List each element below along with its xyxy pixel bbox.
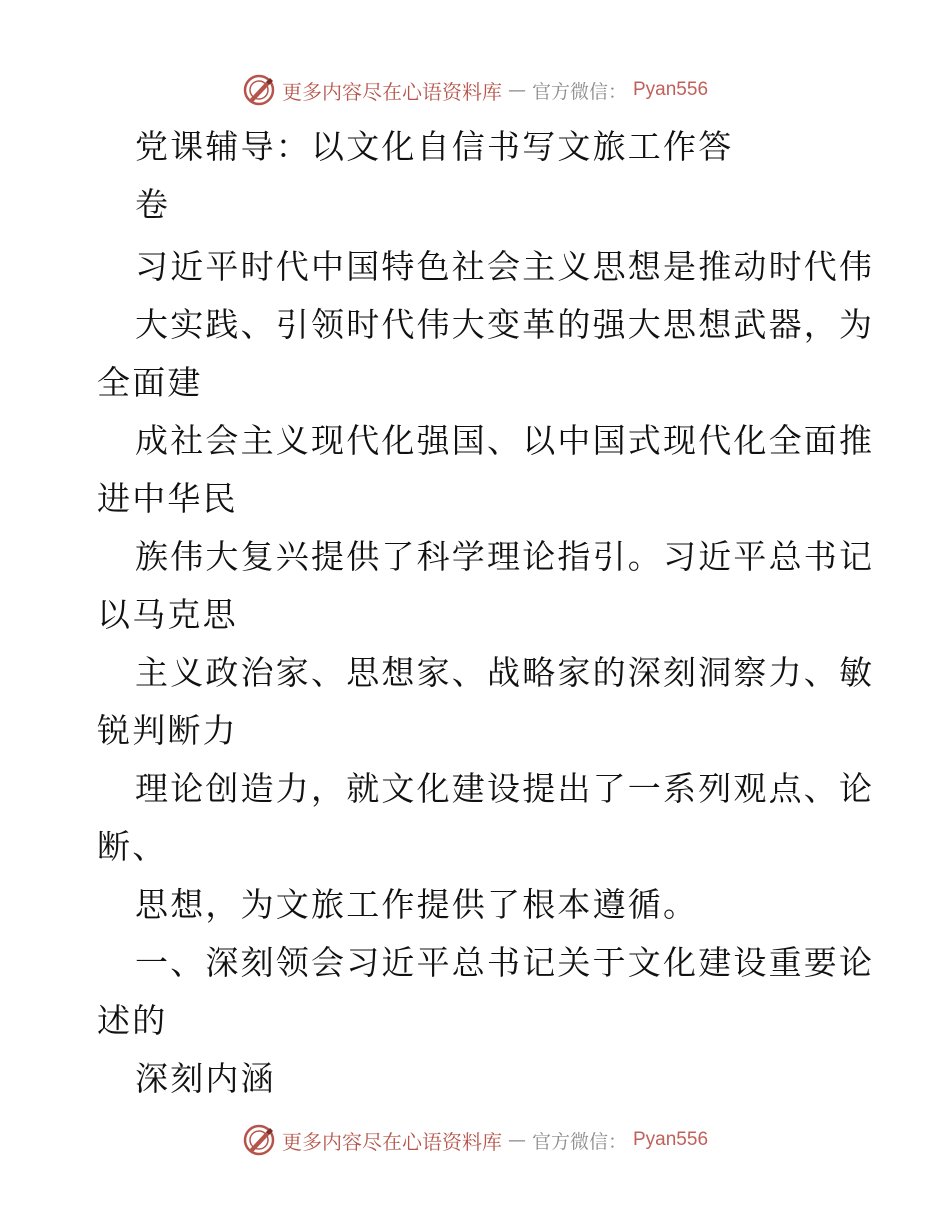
- banner-official-label: 官方微信：: [531, 80, 627, 103]
- doc-line: 主义政治家、思想家、战略家的深刻洞察力、敏: [135, 653, 875, 692]
- doc-line: 全面建: [97, 363, 203, 402]
- banner-wechat-handle: Pyan556: [633, 1129, 709, 1150]
- banner-dash: —: [507, 79, 526, 101]
- doc-line: 思想，为文旅工作提供了根本遵循。: [135, 885, 699, 924]
- doc-line: 成社会主义现代化强国、以中国式现代化全面推: [135, 421, 875, 460]
- header-banner: [0, 70, 950, 110]
- doc-line: 大实践、引领时代伟大变革的强大思想武器，为: [135, 305, 875, 344]
- pen-seal-logo-icon: [242, 73, 276, 107]
- doc-line: 锐判断力: [97, 711, 238, 750]
- doc-line: 理论创造力，就文化建设提出了一系列观点、论: [135, 769, 875, 808]
- footer-banner: [0, 1120, 950, 1160]
- banner-main-text: 更多内容尽在心语资料库: [281, 1129, 502, 1154]
- doc-line: 族伟大复兴提供了科学理论指引。习近平总书记: [135, 537, 875, 576]
- doc-title-line-2: 卷: [135, 185, 171, 224]
- doc-section-heading-cont: 述的: [97, 1001, 168, 1040]
- banner-main-text: 更多内容尽在心语资料库: [281, 79, 502, 104]
- pen-seal-logo-icon: [242, 1123, 276, 1157]
- doc-title-line-1: 党课辅导：以文化自信书写文旅工作答: [135, 127, 734, 166]
- doc-section-heading: 一、深刻领会习近平总书记关于文化建设重要论: [135, 943, 875, 982]
- doc-line: 深刻内涵: [135, 1059, 276, 1098]
- banner-official-label: 官方微信：: [531, 1130, 627, 1153]
- doc-line: 习近平时代中国特色社会主义思想是推动时代伟: [135, 247, 875, 286]
- banner-wechat-handle: Pyan556: [633, 79, 709, 100]
- doc-line: 进中华民: [97, 479, 238, 518]
- banner-dash: —: [507, 1129, 526, 1151]
- doc-line: 以马克思: [97, 595, 238, 634]
- doc-line: 断、: [97, 827, 168, 866]
